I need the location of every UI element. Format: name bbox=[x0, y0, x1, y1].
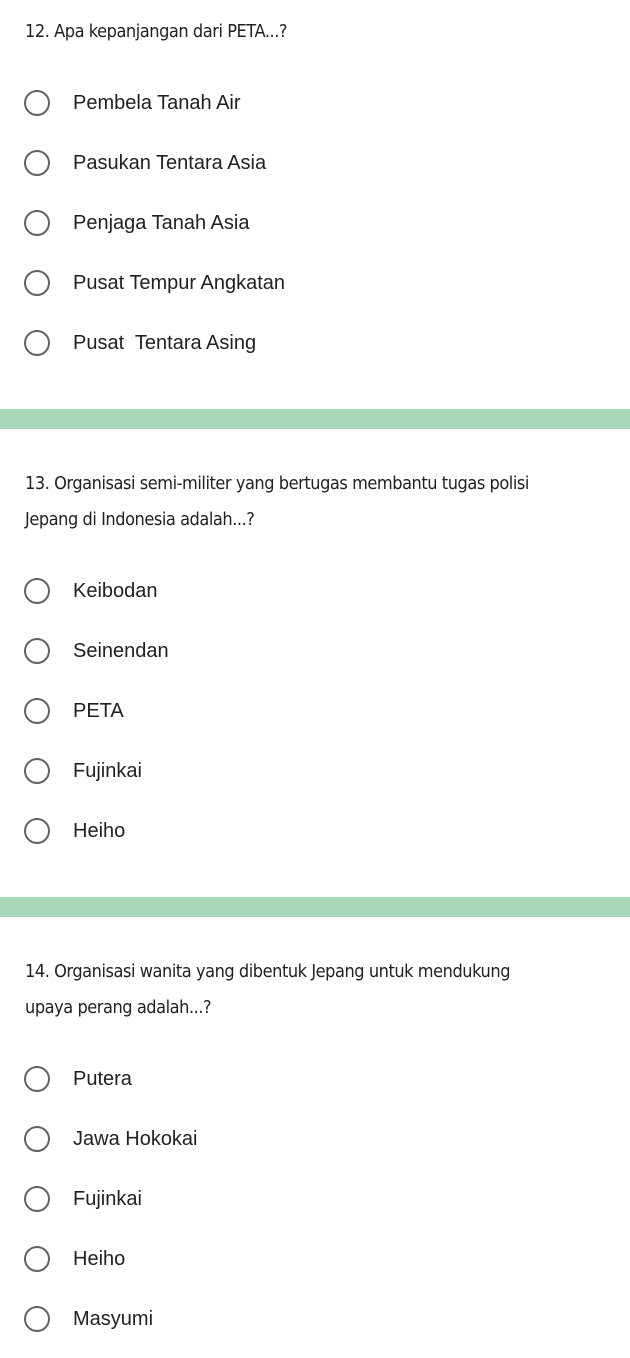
option-label: Seinendan bbox=[73, 639, 169, 662]
radio-unchecked-icon[interactable] bbox=[24, 758, 50, 784]
option-keibodan[interactable] bbox=[24, 575, 158, 607]
option-fujinkai[interactable] bbox=[24, 1183, 142, 1215]
option-peta[interactable] bbox=[24, 695, 124, 727]
radio-unchecked-icon[interactable] bbox=[24, 1066, 50, 1092]
option-fujinkai[interactable] bbox=[24, 755, 142, 787]
radio-unchecked-icon[interactable] bbox=[24, 638, 50, 664]
option-penjaga-tanah-asia[interactable] bbox=[24, 207, 249, 239]
radio-unchecked-icon[interactable] bbox=[24, 150, 50, 176]
option-label: Penjaga Tanah Asia bbox=[73, 211, 250, 234]
option-label: Pusat Tempur Angkatan bbox=[73, 271, 285, 294]
radio-unchecked-icon[interactable] bbox=[24, 270, 50, 296]
option-heiho[interactable] bbox=[24, 815, 125, 847]
question-title: 14. Organisasi wanita yang dibentuk Jepang untuk mendukung upaya perang adalah...? bbox=[25, 961, 511, 1018]
radio-unchecked-icon[interactable] bbox=[24, 330, 50, 356]
option-label: Pembela Tanah Air bbox=[73, 91, 241, 114]
option-label: Pasukan Tentara Asia bbox=[73, 151, 267, 174]
option-seinendan[interactable] bbox=[24, 635, 169, 667]
radio-unchecked-icon[interactable] bbox=[24, 1126, 50, 1152]
option-label: Masyumi bbox=[73, 1307, 154, 1330]
option-label: Pusat Tentara Asing bbox=[73, 331, 257, 354]
option-masyumi[interactable] bbox=[24, 1303, 153, 1335]
section-divider bbox=[0, 409, 630, 429]
option-pembela-tanah-air[interactable] bbox=[24, 87, 241, 119]
question-title: 12. Apa kepanjangan dari PETA...? bbox=[25, 21, 288, 42]
radio-unchecked-icon[interactable] bbox=[24, 578, 50, 604]
option-label: Heiho bbox=[73, 1247, 126, 1270]
option-label: Jawa Hokokai bbox=[73, 1127, 198, 1150]
radio-unchecked-icon[interactable] bbox=[24, 90, 50, 116]
option-label: Fujinkai bbox=[73, 759, 142, 782]
option-jawa-hokokai[interactable] bbox=[24, 1123, 198, 1155]
option-putera[interactable] bbox=[24, 1063, 132, 1095]
question-title: 13. Organisasi semi-militer yang bertugas membantu tugas polisi Jepang di Indonesia adalah...? bbox=[25, 473, 529, 530]
option-pusat-tempur-angkatan[interactable] bbox=[24, 267, 285, 299]
option-label: Heiho bbox=[73, 819, 126, 842]
radio-unchecked-icon[interactable] bbox=[24, 210, 50, 236]
option-label: PETA bbox=[73, 699, 124, 722]
radio-unchecked-icon[interactable] bbox=[24, 1306, 50, 1332]
option-label: Putera bbox=[73, 1067, 132, 1090]
option-pusat-tentara-asing[interactable] bbox=[24, 327, 256, 359]
option-label: Fujinkai bbox=[73, 1187, 142, 1210]
radio-unchecked-icon[interactable] bbox=[24, 818, 50, 844]
section-divider bbox=[0, 897, 630, 917]
radio-unchecked-icon[interactable] bbox=[24, 698, 50, 724]
option-label: Keibodan bbox=[73, 579, 158, 602]
option-heiho[interactable] bbox=[24, 1243, 125, 1275]
radio-unchecked-icon[interactable] bbox=[24, 1246, 50, 1272]
radio-unchecked-icon[interactable] bbox=[24, 1186, 50, 1212]
option-pasukan-tentara-asia[interactable] bbox=[24, 147, 266, 179]
